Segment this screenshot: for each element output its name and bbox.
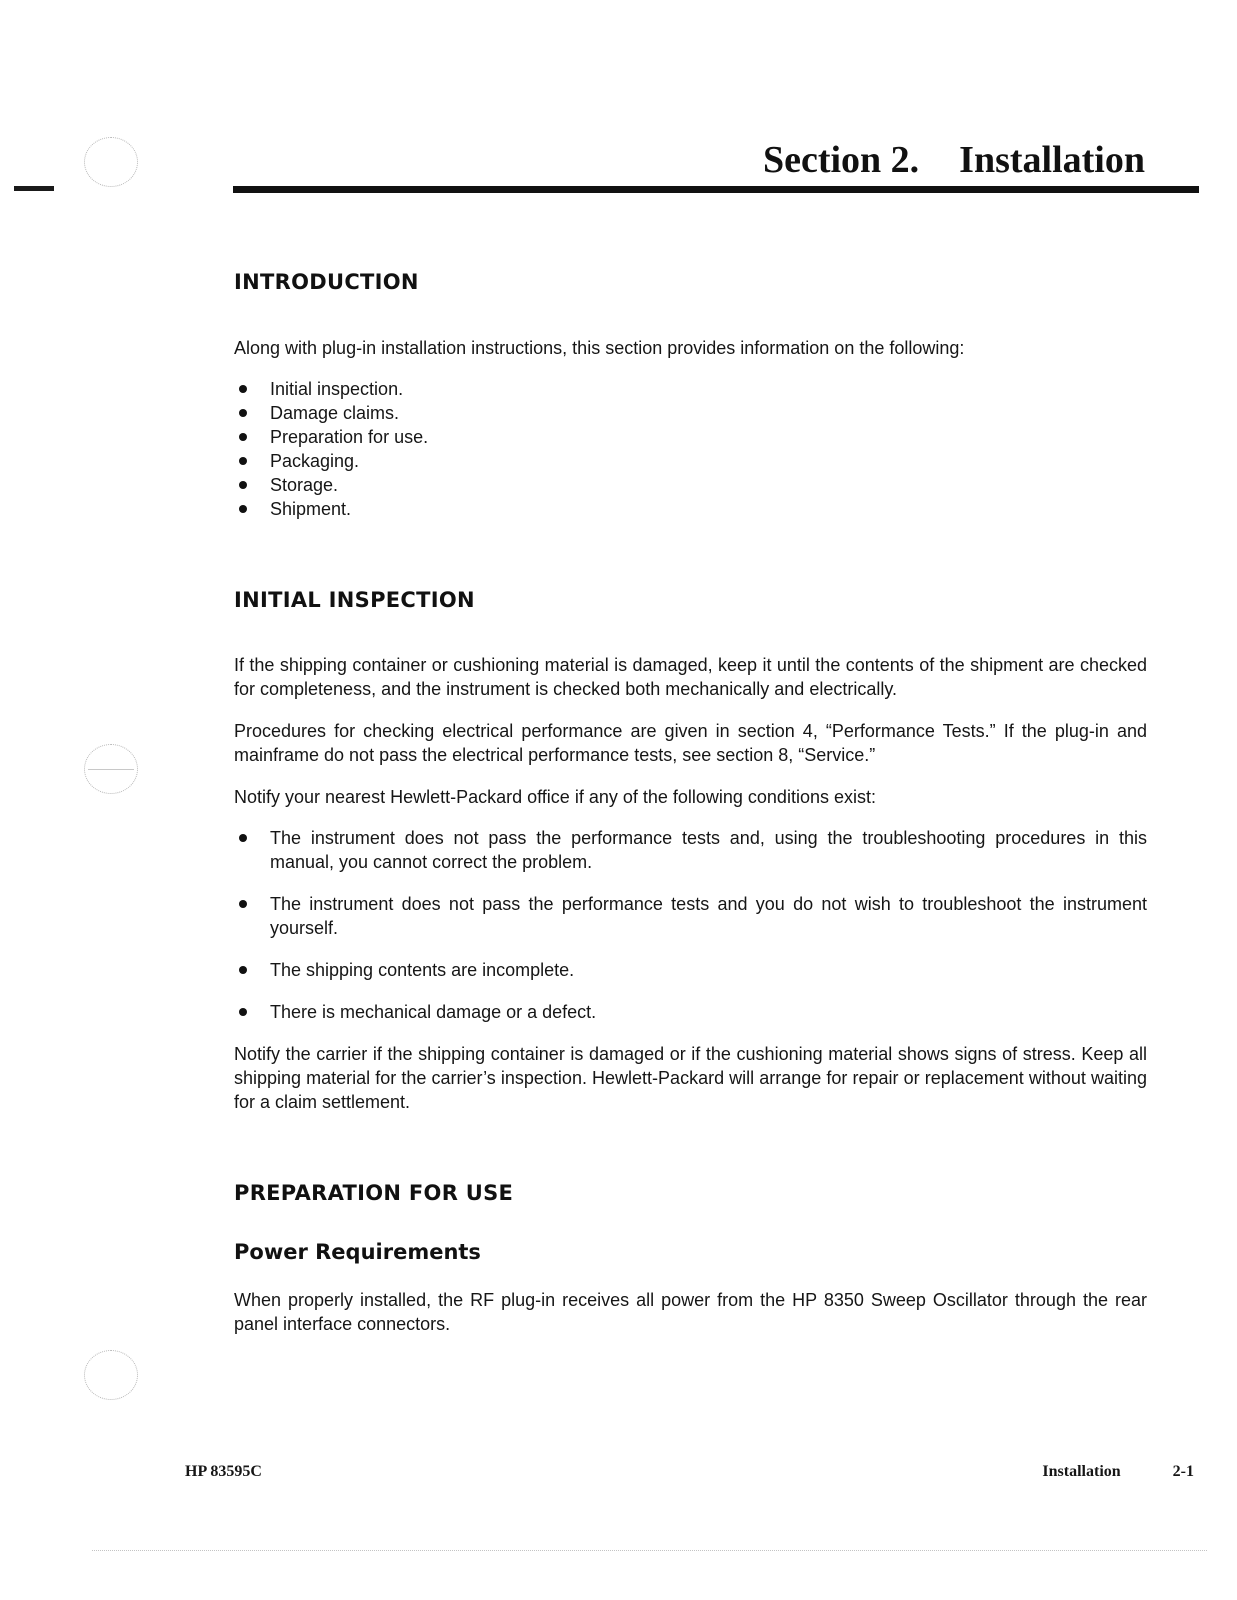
introduction-block: [234, 336, 1147, 521]
power-paragraph: When properly installed, the RF plug-in receives all power from the HP 8350 Sweep Oscillator through the rear panel interface connectors.: [234, 1290, 1147, 1334]
power-requirements-heading: Power Requirements: [234, 1240, 481, 1264]
introduction-paragraph: Along with plug-in installation instructions, this section provides information on the following:: [234, 338, 965, 358]
list-item: Damage claims.: [234, 401, 1147, 425]
inspection-paragraph-2: Procedures for checking electrical performance are given in section 4, “Performance Tests.” If the plug-in and mainframe do not pass the electrical performance tests, see section 8, “Service.”: [234, 721, 1147, 765]
page-number: 2-1: [1172, 1463, 1194, 1480]
introduction-list: [234, 377, 1147, 521]
list-item: Shipment.: [234, 497, 1147, 521]
footer-model: HP 83595C: [185, 1463, 262, 1480]
list-item: The shipping contents are incomplete.: [234, 958, 1147, 982]
list-item: The instrument does not pass the performance tests and, using the troubleshooting procedures in this manual, you cannot correct the problem.: [234, 826, 1147, 874]
introduction-heading: INTRODUCTION: [234, 270, 419, 294]
footer-chapter: Installation: [1042, 1463, 1121, 1480]
list-item: Preparation for use.: [234, 425, 1147, 449]
punch-hole-bottom: [84, 1350, 138, 1400]
list-item: Packaging.: [234, 449, 1147, 473]
inspection-paragraph-1: If the shipping container or cushioning material is damaged, keep it until the contents of the shipment are checked for completeness, and the instrument is checked both mechanically and electrically.: [234, 655, 1147, 699]
scan-edge-line: [92, 1550, 1207, 1551]
footer-right: [1042, 1463, 1194, 1481]
preparation-block: [234, 1288, 1147, 1336]
list-item: Initial inspection.: [234, 377, 1147, 401]
section-title: Installation: [959, 139, 1145, 181]
inspection-paragraph-4: Notify the carrier if the shipping container is damaged or if the cushioning material shows signs of stress. Keep all shipping material for the carrier’s inspection. Hewlett-Packard will arrange for repair or replacement without waiting for a claim settlement.: [234, 1044, 1147, 1112]
inspection-paragraph-3: Notify your nearest Hewlett-Packard office if any of the following conditions exist:: [234, 787, 876, 807]
preparation-heading: PREPARATION FOR USE: [234, 1181, 514, 1205]
section-number: Section 2.: [762, 139, 920, 181]
punch-hole-top: [84, 137, 138, 187]
initial-inspection-block: [234, 653, 1147, 1114]
punch-hole-middle: [84, 744, 138, 794]
edge-mark: [14, 186, 54, 191]
title-rule: [233, 186, 1199, 193]
list-item: Storage.: [234, 473, 1147, 497]
page-title: [763, 138, 1145, 182]
list-item: There is mechanical damage or a defect.: [234, 1000, 1147, 1024]
initial-inspection-heading: INITIAL INSPECTION: [234, 588, 475, 612]
list-item: The instrument does not pass the performance tests and you do not wish to troubleshoot the instrument yourself.: [234, 892, 1147, 940]
conditions-list: [234, 826, 1147, 1024]
